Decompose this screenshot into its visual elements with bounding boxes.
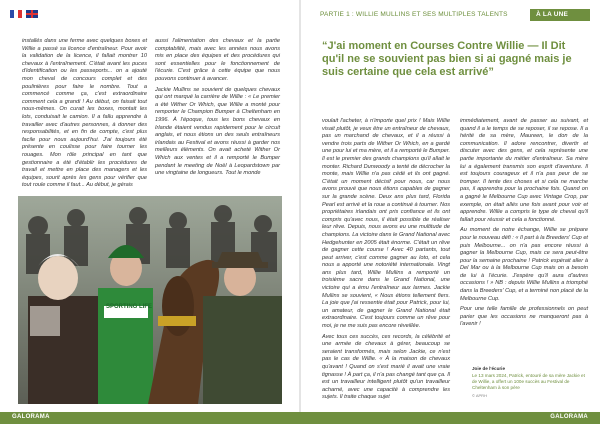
left-column-1: [22, 38, 147, 193]
paragraph: Au moment de notre échange, Willie se prépare pour le nouveau défi : « Il part à la Breeders' Cup et puis Melbourne... on n'a pas encore réussi à gagner la Melbourne Cup, mais ce sera peut-être pour la semaine prochaine ! Patrick espérait aller à Del Mar ou à la Melbourne Cup mais on a besoin de lui à l'écurie. J'espère qu'il aura d'autres occasions ! » NB : depuis Willie Mullins a triomphé dans la Breeders' Cup, et a terminé non placé de la Melbourne Cup.: [460, 227, 588, 302]
paragraph: voulait l'acheter, à n'importe quel prix ! Mais Willie visait plutôt, je veux être un entraîneur de chevaux, pas un marchand de chevaux, et il a réussi à vendre trois parts de Wither Or Which, en a gardé une pour lui et ma mère, et il a remporté le Bumper. Il est le premier des grands champions qu'il allait le monter. Richard Dunwoody a tenté de décrocher la monte, mais Willie n'a pas cédé et ils ont gagné. C'était un moment décisif pour nous, car nous avons prouvé que nous étions capables de gagner sur la grande scène. Deux ans plus tard, Florida Pearl est arrivé et la roue a continué à tourner. Nos propriétaires irlandais ont pris confiance et ils ont compris qu'avec nous, il était possible de réaliser leur rêve. Depuis, nous avons eu une multitude de champions. La victoire dans le Grand National avec Hedgehunter en 2005 était énorme. C'était un rêve de gagner cette course ! Avec 40 partants, tout peut arriver, c'est comme gagner au loto, et cela nous a apporté une notoriété internationale. Vingt ans plus tard, Willie Mullins a remporté un troisième sacre dans le Grand National, une victoire qui a ému l'entraîneur aux larmes. Jackie Mullins se souvient, « Nous étions tellement fiers. La joie que j'ai ressentie était pour Patrick, pour lui, un amateur, de gagner le Grand National était extraordinaire. C'est toujours comme un rêve pour moi, je ne me suis pas encore réveillée.: [322, 118, 450, 330]
caption-title: Joie de l'écurie: [472, 366, 506, 371]
race-photo: [18, 196, 282, 404]
paragraph: Avec tous ces succès, ces records, la célébrité et une armée de chevaux à gérer, beaucoup se seraient transformés, mais selon Jackie, ce n'est pas le cas de Willie. « À la maison de chevaux qu'avant ! Quand on s'est marié il avait une vraie tignasse ! À part ça, il n'a pas changé tant que ça. Il est un travailleur intelligent plutôt qu'un travailleur acharné, avec une capacité à comprendre les sujets. Il traite chaque sujet: [322, 333, 450, 401]
language-switcher[interactable]: [10, 10, 38, 18]
left-column-2: [155, 38, 280, 181]
french-flag-icon[interactable]: [10, 10, 22, 18]
page-fold: [299, 0, 301, 424]
paragraph: installés dans une ferme avec quelques boxes et Willie a passé sa licence d'entraîneur. Pour avoir la validation de la licence, il fallait montrer 10 chevaux à l'entraînement. C'était avant les puces d'identification ou les passeports... on a ajouté mon cheval de concours complet et des poulinières pour faire le nombre. Tout a commencé comme ça, c'est extraordinaire comment cela a grandi ! Au début, on faisait tout nous-mêmes. On curait les boxes, montait les lots, conduisait le camion. Il a fallu apprendre à travailler avec d'autres personnes, à donner des responsabilités, et en fin de compte, c'est plus facile pour nous aujourd'hui. J'ai toujours été présente en coulisse pour faire tourner les rouages. Mon rôle principal en tant que gestionnaire a été d'établir les procédures de travail et mettre en place des managers et les équipes, sourit après les gens pour vérifier que tout roule comme il faut... Au début, je gérais: [22, 38, 147, 189]
footer-bar: [0, 412, 600, 424]
section-header: [320, 9, 590, 21]
footer-brand-right: GALORAMA: [550, 414, 588, 420]
saddle-cloth-text: SPORTING LIFE: [106, 304, 153, 310]
photo-credit: © APRH: [472, 393, 487, 398]
right-column-1: [322, 118, 450, 405]
paragraph: immédiatement, avant de passer au suivant, et quand il a le temps de se reposer, il se repose. Il a hérité de sa mère, Maureen, le don de la communication. Il adore rencontrer, divertir et discuter avec des gens, et cela représente une partie importante du métier d'entraîneur. Sa mère lui a également transmis son esprit d'aventure. Il est toujours courageux et il n'a pas peur de se tromper. Il tente des choses et si cela ne marche pas, il apprendra pour la prochaine fois. Quand on a gagné le Melbourne Cup avec Vintage Crop, par exemple, on était allés une fois avant pour voir et apprendre. Willie a compris le type de cheval qu'il fallait pour réussir et cela a fonctionné.: [460, 118, 588, 223]
uk-flag-icon[interactable]: [26, 10, 38, 18]
right-column-2: [460, 118, 588, 332]
paragraph: Pour une telle famille de professionnels on peut parier que les occasions ne manqueront pas à l'avenir !: [460, 306, 588, 328]
pull-quote-headline: “J'ai moment en Courses Contre Willie — Il Dit qu'il ne se souvient pas bien si ai gagné mais je suis certaine que cela est arrivé”: [322, 40, 572, 78]
section-title: PARTIE 1 : WILLIE MULLINS ET SES MULTIPLES TALENTS: [320, 11, 508, 18]
photo-illustration: [18, 196, 282, 404]
section-badge: À LA UNE: [530, 9, 590, 21]
paragraph: aussi l'alimentation des chevaux et la partie comptabilité, mais avec les années nous avons mis en place des équipes et des procédures qui sont essentielles pour le fonctionnement de l'écurie. C'est grâce à cette équipe que nous pouvons continuer à avancer.: [155, 38, 280, 82]
caption-text: Le 13 mars 2024, Patrick, entouré de sa mère Jackie et de Willie, a offert un 100e succès au Festival de Cheltenham à son père: [472, 373, 585, 390]
photo-caption: [472, 366, 587, 399]
footer-brand-left: GALORAMA: [12, 414, 50, 420]
paragraph: Jackie Mullins se souvient de quelques chevaux qui ont marqué la carrière de Willie : « Le premier a été Wither Or Which, que Willie a monté pour remporter le Champion Bumper à Cheltenham en 1996. À l'époque, tous les bons chevaux en Irlande étaient vendus rapidement pour le circuit anglais, et nous étions un des seuls entraîneurs irlandais au Festival et avons réussi à garder nos meilleurs éléments. On avait acheté Wither Or Which aux ventes et il a remporté le Bumper pendant le meeting de Noël à Leopardstown par une vingtaine de longueurs. Tout le monde: [155, 86, 280, 177]
